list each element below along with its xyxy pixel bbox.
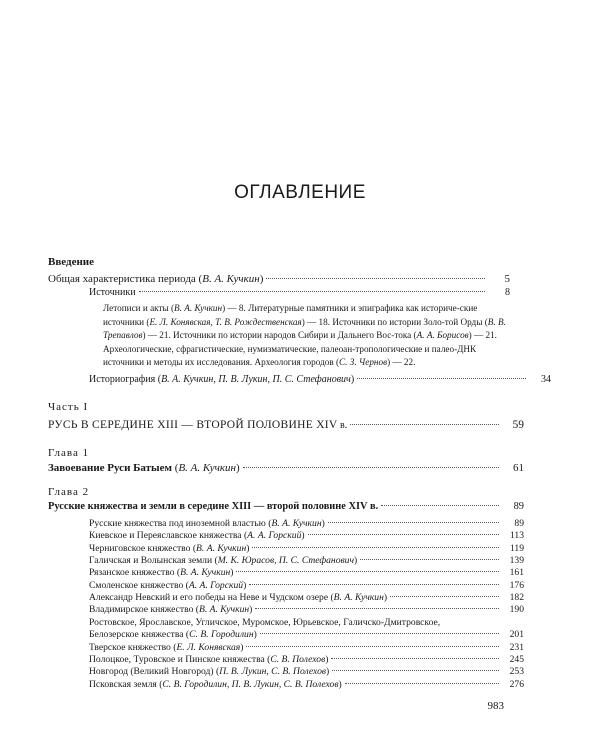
section-title: Смоленское княжество ( — [89, 579, 189, 591]
dot-leader — [350, 424, 499, 425]
section-title: Тверское княжество ( — [89, 641, 177, 653]
section-title-tail: ) — [301, 530, 305, 542]
toc-section-entry[interactable] — [89, 642, 524, 653]
toc-section-entry[interactable] — [89, 530, 524, 541]
section-title-tail: ) — [326, 666, 330, 678]
toc-section-entry[interactable] — [89, 580, 524, 591]
chapter1-label: Глава 1 — [48, 447, 90, 459]
section-title: Псковская земля ( — [89, 678, 163, 690]
toc-section-entry[interactable] — [89, 679, 524, 690]
toc-entry-chapter1[interactable]: Завоевание Руси Батыем (В. А. Кучкин) 61 — [48, 462, 524, 474]
section-title: Киевское и Переяславское княжества ( — [89, 530, 248, 542]
dot-leader — [260, 633, 499, 634]
section-author: С. В. Городилин, П. В. Лукин, С. В. Полехов — [162, 678, 339, 690]
section-title: Рязанское княжество ( — [89, 567, 181, 579]
sources-paragraph: Летописи и акты (В. А. Кучкин) — 8. Литературные памятники и эпиграфика как историче-ские источники (Е. Л. Конявская, Т. В. Рождественская) — 18. Источники по истории Золо-той Орды (В. В. Трепавлов) — 21. Источники по истории народов Сибири и Дальнего Вос-тока (А. А. Борисов) — 21. Археологические, сфрагистические, нумизматические, палеоан-тропологические и палео-ДНК источники и методы их исследования. Археология городов (С. З. Чернов) — 22. — [103, 303, 506, 367]
dot-leader — [308, 534, 499, 535]
section-author: А. А. Горский — [247, 530, 302, 542]
dot-leader — [255, 608, 499, 609]
toc-entry-general[interactable]: Общая характеристика периода (В. А. Кучкин) 5 — [48, 273, 510, 285]
dot-leader — [249, 584, 499, 585]
part-label: Часть I — [48, 401, 89, 413]
dot-leader — [243, 467, 499, 468]
page-ref: 253 — [509, 666, 524, 678]
toc-entry-historiography[interactable]: Историография (В. А. Кучкин, П. В. Лукин, П. С. Стефанович) 34 — [89, 374, 551, 385]
dot-leader — [360, 559, 499, 560]
toc-section-entry[interactable] — [89, 666, 524, 677]
section-author: В. А. Кучкин — [180, 567, 231, 579]
section-author: В. А. Кучкин — [333, 592, 384, 604]
dot-leader — [139, 291, 485, 292]
page-ref: 190 — [509, 604, 524, 616]
dot-leader — [390, 596, 499, 597]
page-ref: 201 — [509, 629, 524, 641]
section-title-tail: ) — [249, 604, 253, 616]
toc-section-entry[interactable] — [89, 604, 524, 615]
section-title-tail: ) — [253, 629, 257, 641]
page-ref: 119 — [509, 542, 524, 554]
toc-entry-chapter2[interactable]: Русские княжества и земли в середине XIII — второй половине XIV в. 89 — [48, 501, 524, 512]
section-title-tail: ) — [243, 579, 247, 591]
dot-leader — [236, 571, 499, 572]
page-ref: 139 — [509, 555, 524, 567]
toc-entry-part1[interactable]: РУСЬ В СЕРЕДИНЕ XIII — ВТОРОЙ ПОЛОВИНЕ XIV в. 59 — [48, 419, 524, 431]
page-ref: 231 — [509, 641, 524, 653]
dot-leader — [381, 505, 499, 506]
page-ref: 8 — [505, 287, 510, 298]
page-number: 983 — [487, 700, 504, 712]
section-title-tail: ) — [383, 592, 388, 604]
dot-leader — [345, 683, 499, 684]
section-author: В. А. Кучкин — [271, 518, 322, 529]
section-title-tail: ) — [354, 555, 358, 567]
section-author: С. В. Полехов — [270, 653, 326, 665]
toc-section-entry[interactable] — [89, 567, 524, 578]
dot-leader — [252, 547, 499, 548]
page-ref: 5 — [504, 273, 510, 285]
page-ref: 176 — [509, 579, 524, 591]
page-ref: 89 — [513, 501, 524, 512]
section-title-tail: ) — [321, 518, 325, 529]
section-author: М. К. Юрасов, П. С. Стефанович — [217, 555, 355, 567]
toc-section-entry[interactable] — [89, 629, 524, 640]
page-ref: 245 — [509, 653, 524, 665]
page-ref: 89 — [514, 518, 524, 529]
section-title: Черниговское княжество ( — [89, 542, 197, 554]
section-title: Владимирское княжество ( — [89, 604, 199, 616]
toc-section-entry[interactable] — [89, 518, 524, 529]
page-title: ОГЛАВЛЕНИЕ — [234, 182, 366, 203]
section-title-tail: ) — [246, 542, 250, 554]
section-title: Ростовское, Ярославское, Угличское, Муромское, Юрьевское, Галичско-Дмитровское, — [89, 616, 441, 628]
dot-leader — [331, 658, 499, 659]
section-title: Полоцкое, Туровское и Пинское княжества ( — [89, 653, 271, 665]
section-title: Александр Невский и его победы на Неве и Чудском озере ( — [89, 592, 334, 604]
dot-leader — [328, 522, 499, 523]
toc-section-entry[interactable] — [89, 543, 524, 554]
page-ref: 161 — [509, 567, 524, 579]
toc-section-entry[interactable] — [89, 617, 524, 628]
page-ref: 276 — [509, 678, 524, 690]
section-author: В. А. Кучкин — [196, 542, 247, 554]
section-author: А. А. Горский — [188, 579, 244, 591]
section-author: Е. Л. Конявская — [176, 641, 241, 653]
chapter2-label: Глава 2 — [48, 486, 90, 498]
intro-heading: Введение — [48, 256, 95, 268]
section-title: Новгород (Великий Новгород) ( — [89, 666, 220, 678]
page-ref: 113 — [509, 530, 524, 542]
dot-leader — [332, 670, 499, 671]
dot-leader — [357, 378, 526, 379]
section-title: Русские княжества под иноземной властью ( — [89, 518, 272, 529]
page-ref: 182 — [509, 592, 524, 604]
page-ref: 59 — [512, 419, 524, 431]
page-ref: 61 — [513, 462, 524, 474]
toc-section-entry[interactable] — [89, 654, 524, 665]
dot-leader — [246, 646, 499, 647]
section-title-tail: ) — [325, 653, 329, 665]
toc-section-entry[interactable] — [89, 592, 524, 603]
toc-entry-sources[interactable]: Источники 8 — [89, 287, 510, 298]
section-title: Белозерское княжества ( — [89, 629, 190, 641]
section-title-tail: ) — [240, 641, 244, 653]
section-author: С. В. Городилин — [189, 629, 254, 641]
page-ref: 34 — [541, 374, 551, 385]
section-title-tail: ) — [230, 567, 234, 579]
dot-leader — [266, 278, 485, 279]
section-title-tail: ) — [338, 678, 342, 690]
section-author: П. В. Лукин, С. В. Полехов — [219, 666, 327, 678]
section-author: В. А. Кучкин — [198, 604, 250, 616]
toc-section-entry[interactable] — [89, 555, 524, 566]
section-title: Галичская и Волынская земли ( — [89, 555, 218, 567]
